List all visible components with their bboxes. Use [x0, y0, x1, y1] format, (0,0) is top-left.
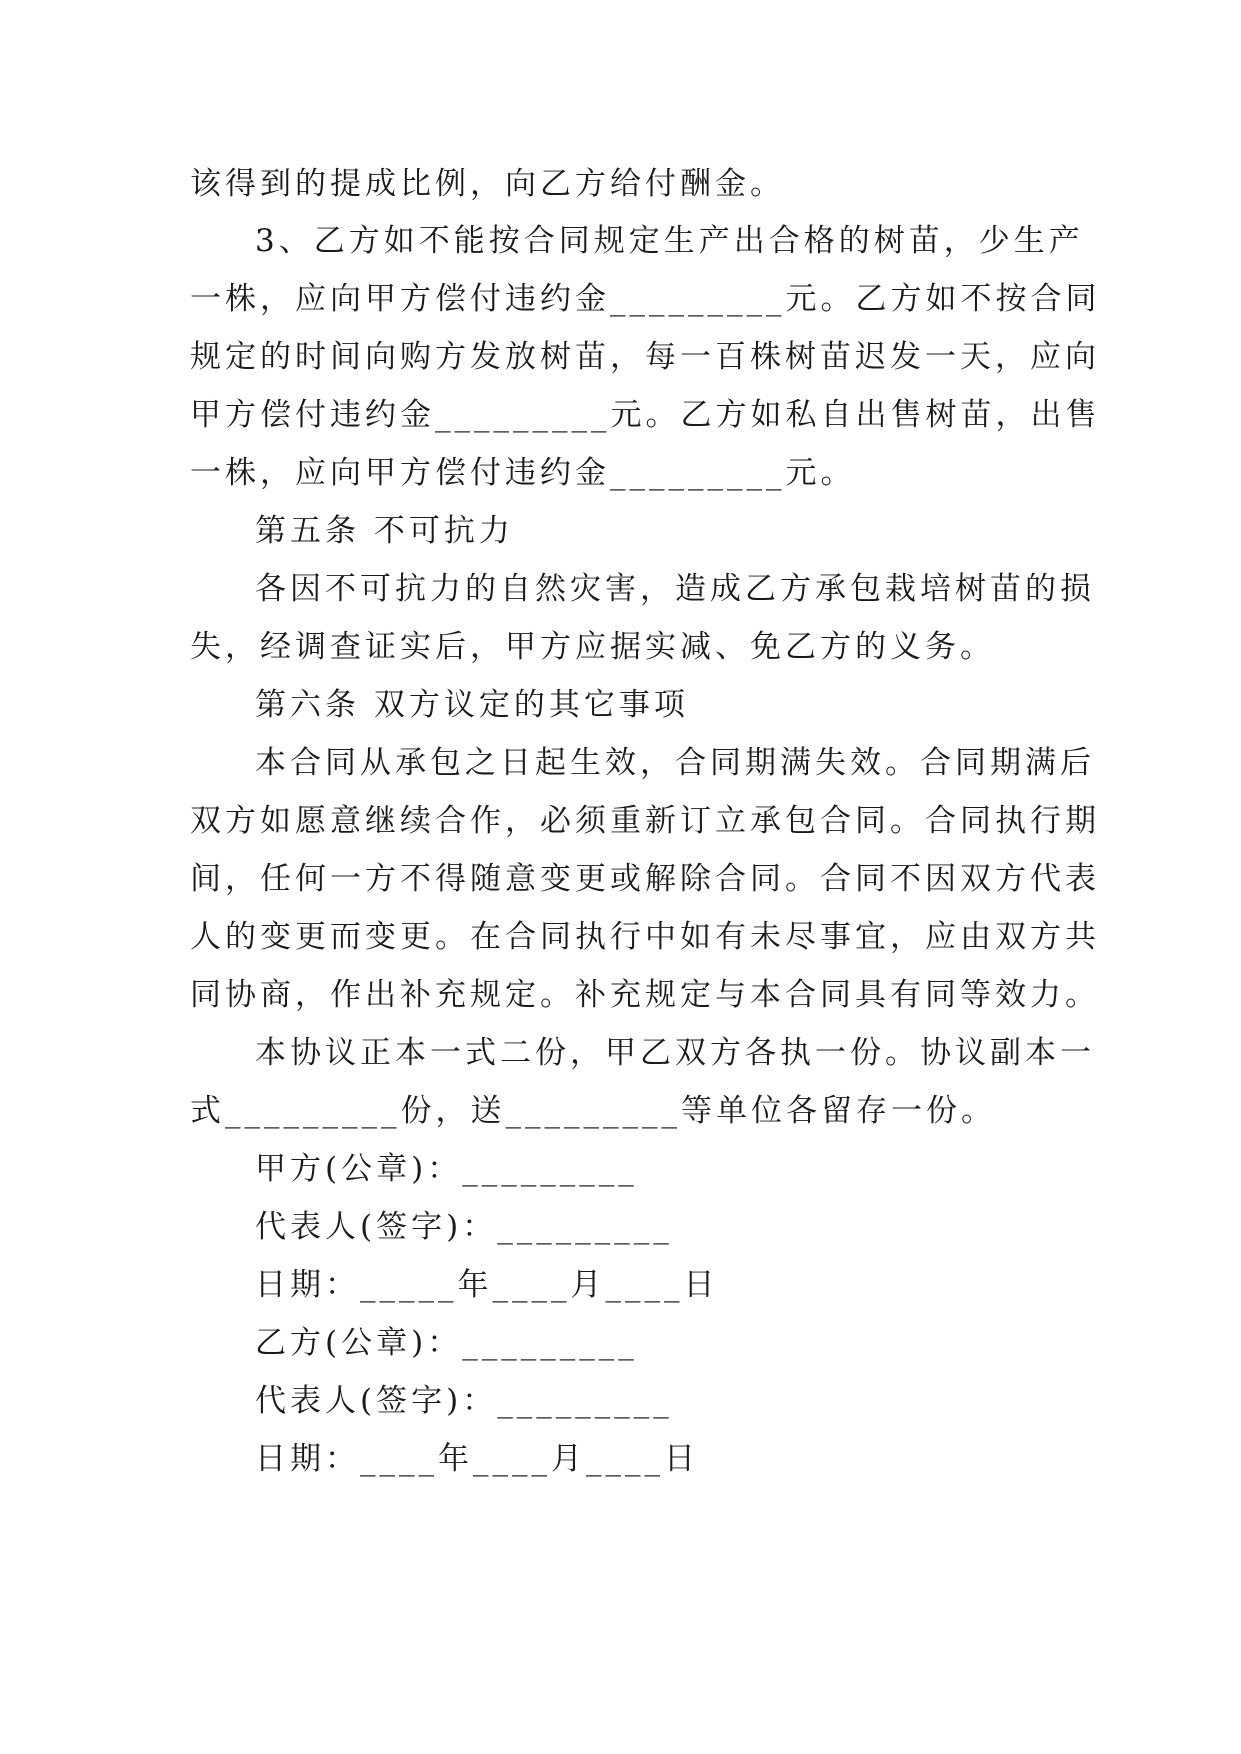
- paragraph-line: 人的变更而变更。在合同执行中如有未尽事宜，应由双方共: [190, 919, 1100, 955]
- paragraph-line: 甲方偿付违约金_________元。乙方如私自出售树苗，出售: [190, 397, 1101, 433]
- party-a-seal-line: 甲方(公章)：_________: [255, 1151, 638, 1187]
- party-b-seal-line: 乙方(公章)：_________: [255, 1325, 638, 1361]
- party-a-representative-line: 代表人(签字)：_________: [255, 1209, 673, 1245]
- party-a-date-line: 日期：_____年____月____日: [255, 1267, 719, 1303]
- paragraph-line: 一株，应向甲方偿付违约金_________元。: [190, 455, 856, 491]
- party-b-date-line: 日期：____年____月____日: [255, 1441, 699, 1477]
- paragraph-line: 本协议正本一式二份，甲乙双方各执一份。协议副本一: [255, 1035, 1095, 1071]
- paragraph-line: 失，经调查证实后，甲方应据实减、免乙方的义务。: [190, 629, 995, 665]
- section-heading: 第六条 双方议定的其它事项: [255, 687, 689, 723]
- paragraph-line: 式_________份，送_________等单位各留存一份。: [190, 1093, 996, 1129]
- paragraph-line: 规定的时间向购方发放树苗，每一百株树苗迟发一天，应向: [190, 339, 1100, 375]
- paragraph-line: 一株，应向甲方偿付违约金_________元。乙方如不按合同: [190, 281, 1101, 317]
- paragraph-line: 3、乙方如不能按合同规定生产出合格的树苗，少生产: [255, 223, 1084, 259]
- section-heading: 第五条 不可抗力: [255, 513, 514, 549]
- paragraph-line: 双方如愿意继续合作，必须重新订立承包合同。合同执行期: [190, 803, 1100, 839]
- paragraph-line: 该得到的提成比例，向乙方给付酬金。: [190, 166, 785, 202]
- paragraph-line: 本合同从承包之日起生效，合同期满失效。合同期满后: [255, 745, 1095, 781]
- party-b-representative-line: 代表人(签字)：_________: [255, 1383, 673, 1419]
- paragraph-line: 各因不可抗力的自然灾害，造成乙方承包栽培树苗的损: [255, 571, 1095, 607]
- paragraph-line: 同协商，作出补充规定。补充规定与本合同具有同等效力。: [190, 977, 1100, 1013]
- paragraph-line: 间，任何一方不得随意变更或解除合同。合同不因双方代表: [190, 861, 1100, 897]
